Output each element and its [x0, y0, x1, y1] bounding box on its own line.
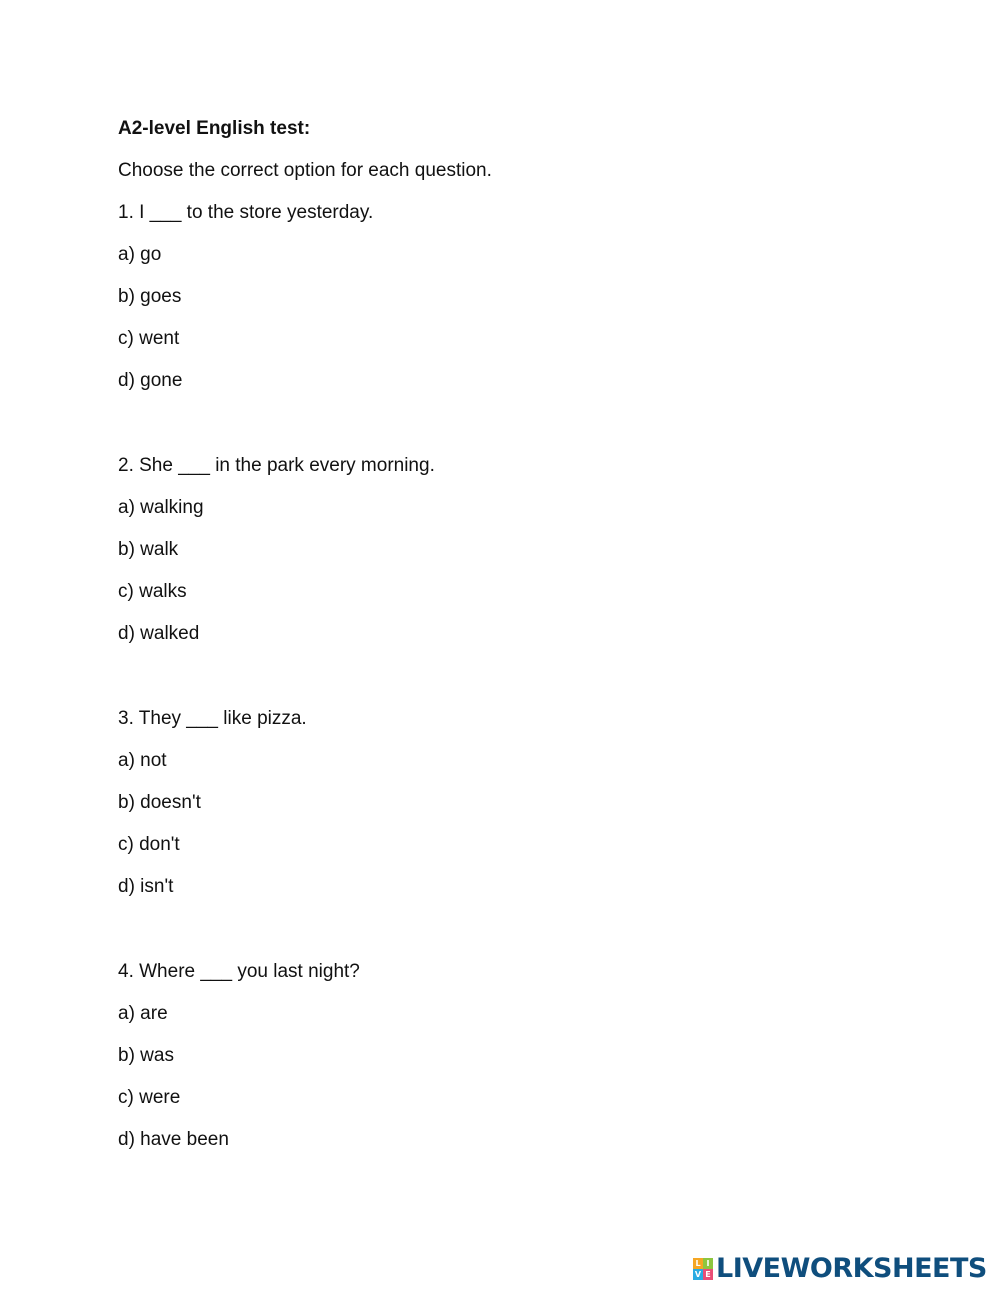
- question-text: 1. I ___ to the store yesterday.: [118, 202, 374, 223]
- page-title: A2-level English test:: [118, 118, 311, 139]
- logo-mark-icon: [693, 1258, 713, 1280]
- option-c[interactable]: c) walks: [118, 581, 187, 602]
- liveworksheets-logo[interactable]: [693, 1254, 987, 1284]
- instructions: Choose the correct option for each question.: [118, 160, 492, 181]
- option-b[interactable]: b) goes: [118, 286, 182, 307]
- option-c[interactable]: c) went: [118, 328, 180, 349]
- option-b[interactable]: b) doesn't: [118, 792, 201, 813]
- option-a[interactable]: a) not: [118, 750, 167, 771]
- question-text: 4. Where ___ you last night?: [118, 961, 360, 982]
- option-d[interactable]: d) isn't: [118, 876, 174, 897]
- option-a[interactable]: a) go: [118, 244, 162, 265]
- option-c[interactable]: c) were: [118, 1087, 181, 1108]
- option-b[interactable]: b) was: [118, 1045, 174, 1066]
- logo-text: LIVEWORKSHEETS: [716, 1253, 987, 1284]
- question-text: 2. She ___ in the park every morning.: [118, 455, 435, 476]
- option-b[interactable]: b) walk: [118, 539, 179, 560]
- option-a[interactable]: a) are: [118, 1003, 168, 1024]
- option-d[interactable]: d) gone: [118, 370, 183, 391]
- option-d[interactable]: d) have been: [118, 1129, 229, 1150]
- option-d[interactable]: d) walked: [118, 623, 200, 644]
- logo-mark-letter: L: [693, 1258, 703, 1269]
- option-a[interactable]: a) walking: [118, 497, 204, 518]
- logo-mark-letter: I: [703, 1258, 713, 1269]
- logo-mark-letter: E: [703, 1269, 713, 1280]
- question-text: 3. They ___ like pizza.: [118, 708, 307, 729]
- option-c[interactable]: c) don't: [118, 834, 180, 855]
- logo-mark-letter: V: [694, 1270, 702, 1279]
